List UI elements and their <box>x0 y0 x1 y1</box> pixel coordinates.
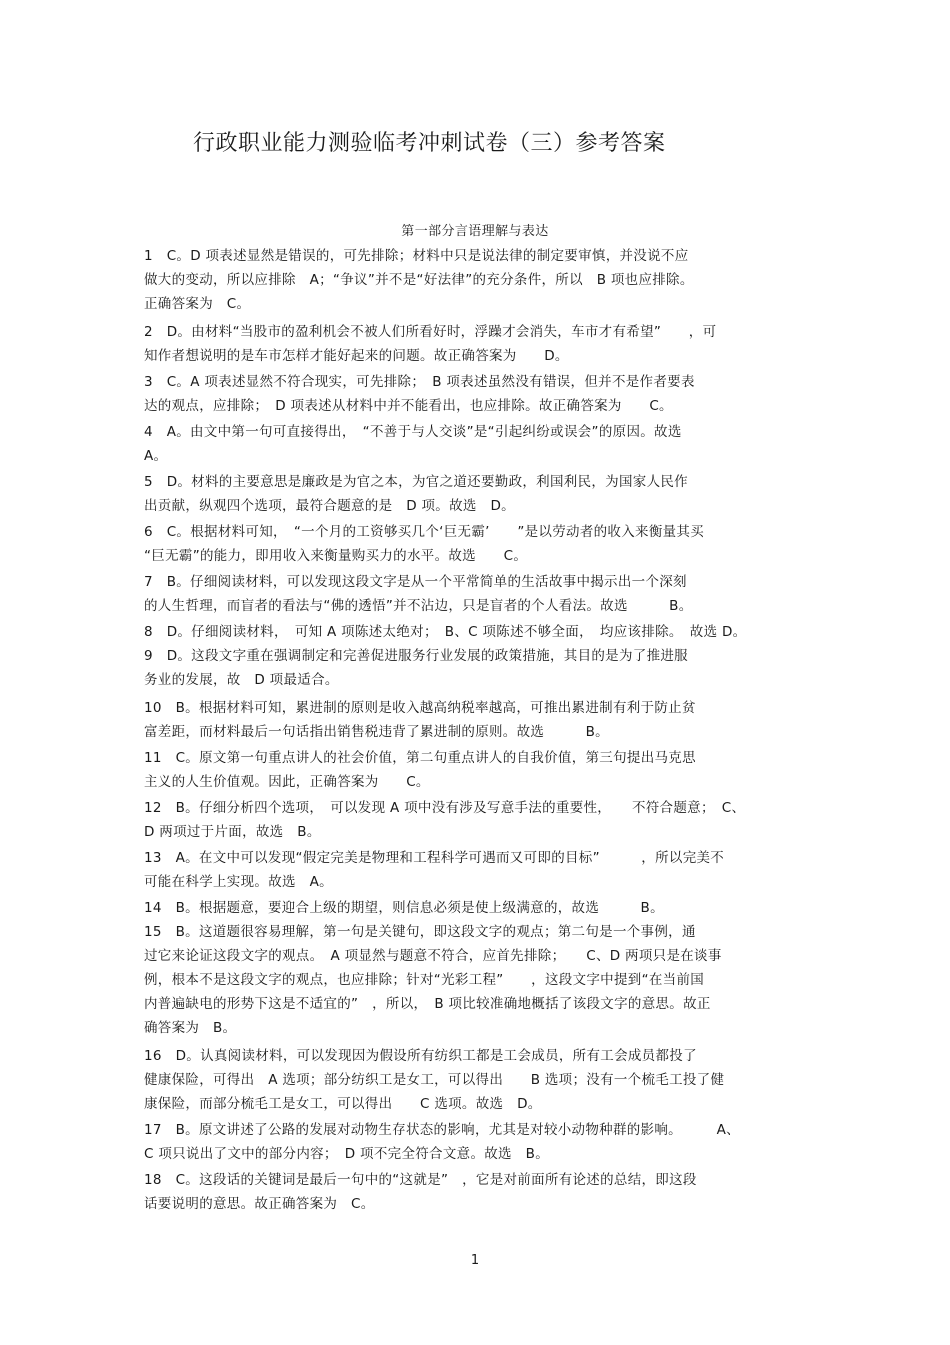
answer-line: 10 B。根据材料可知，累进制的原则是收入越高纳税率越高，可推出累进制有利于防止贫 <box>144 700 696 716</box>
answer-line: 8 D。仔细阅读材料， 可知 A 项陈述太绝对； B、C 项陈述不够全面， 均应该排除。 故选 D。 <box>144 624 747 640</box>
answer-line: 2 D。由材料“当股市的盈利机会不被人们所看好时，浮躁才会消失，车市才有希望” ，可 <box>144 324 717 340</box>
page-number: 1 <box>470 1253 480 1268</box>
answer-line: 出贡献，纵观四个选项，最符合题意的是 D 项。故选 D。 <box>144 498 515 514</box>
answer-line: 4 A。由文中第一句可直接得出， “不善于与人交谈”是“引起纠纷或误会”的原因。故选 <box>144 424 682 440</box>
answer-line: A。 <box>144 448 168 464</box>
answer-line: 可能在科学上实现。故选 A。 <box>144 874 333 890</box>
answer-line: 确答案为 B。 <box>144 1020 237 1036</box>
answer-line: 健康保险，可得出 A 选项；部分纺织工是女工，可以得出 B 选项；没有一个梳毛工投了健 <box>144 1072 725 1088</box>
answer-line: 的人生哲理，而盲者的看法与“佛的透悟”并不沾边，只是盲者的个人看法。故选 B。 <box>144 598 693 614</box>
answer-line: 康保险，而部分梳毛工是女工，可以得出 C 选项。故选 D。 <box>144 1096 542 1112</box>
document-title: 行政职业能力测验临考冲刺试卷（三）参考答案 <box>193 131 666 156</box>
answer-line: 话要说明的意思。故正确答案为 C。 <box>144 1196 375 1212</box>
answer-line: 12 B。仔细分析四个选项， 可以发现 A 项中没有涉及写意手法的重要性， 不符合题意； C、 <box>144 800 746 816</box>
answer-line: 知作者想说明的是车市怎样才能好起来的问题。故正确答案为 D。 <box>144 348 569 364</box>
answer-line: 14 B。根据题意，要迎合上级的期望，则信息必须是使上级满意的，故选 B。 <box>144 900 664 916</box>
answer-line: 6 C。根据材料可知， “一个月的工资够买几个‘巨无霸’ ”是以劳动者的收入来衡量其买 <box>144 524 705 540</box>
answer-line: 13 A。在文中可以发现“假定完美是物理和工程科学可遇而又可即的目标” ，所以完美不 <box>144 850 725 866</box>
answer-line: 18 C。这段话的关键词是最后一句中的“这就是” ，它是对前面所有论述的总结，即这段 <box>144 1172 697 1188</box>
answer-line: 11 C。原文第一句重点讲人的社会价值，第二句重点讲人的自我价值，第三句提出马克思 <box>144 750 696 766</box>
answer-line: 3 C。A 项表述显然不符合现实，可先排除； B 项表述虽然没有错误，但并不是作者要表 <box>144 374 695 390</box>
section-heading: 第一部分言语理解与表达 <box>401 224 549 239</box>
answer-line: 7 B。仔细阅读材料，可以发现这段文字是从一个平常简单的生活故事中揭示出一个深刻 <box>144 574 687 590</box>
answer-line: 正确答案为 C。 <box>144 296 251 312</box>
answer-line: D 两项过于片面，故选 B。 <box>144 824 321 840</box>
answer-line: 例，根本不是这段文字的观点，也应排除；针对“光彩工程” ，这段文字中提到“在当前国 <box>144 972 705 988</box>
answer-line: 5 D。材料的主要意思是廉政是为官之本，为官之道还要勤政，利国利民，为国家人民作 <box>144 474 688 490</box>
answer-line: 17 B。原文讲述了公路的发展对动物生存状态的影响，尤其是对较小动物种群的影响。 A、 <box>144 1122 740 1138</box>
answer-line: 9 D。这段文字重在强调制定和完善促进服务行业发展的政策措施，其目的是为了推进服 <box>144 648 688 664</box>
answer-line: 务业的发展，故 D 项最适合。 <box>144 672 339 688</box>
answer-line: 1 C。D 项表述显然是错误的，可先排除；材料中只是说法律的制定要审慎，并没说不应 <box>144 248 689 264</box>
answer-line: C 项只说出了文中的部分内容； D 项不完全符合文意。故选 B。 <box>144 1146 550 1162</box>
answer-line: 富差距，而材料最后一句话指出销售税违背了累进制的原则。故选 B。 <box>144 724 609 740</box>
answer-line: 16 D。认真阅读材料，可以发现因为假设所有纺织工都是工会成员，所有工会成员都投了 <box>144 1048 697 1064</box>
answer-line: 过它来论证这段文字的观点。 A 项显然与题意不符合，应首先排除； C、D 两项只是在谈事 <box>144 948 722 964</box>
answer-line: 达的观点，应排除； D 项表述从材料中并不能看出，也应排除。故正确答案为 C。 <box>144 398 673 414</box>
answer-line: 做大的变动，所以应排除 A；“争议”并不是“好法律”的充分条件，所以 B 项也应排除。 <box>144 272 694 288</box>
answer-line: 内普遍缺电的形势下这是不适宜的” ，所以， B 项比较准确地概括了该段文字的意思。故正 <box>144 996 711 1012</box>
answer-line: 15 B。这道题很容易理解，第一句是关键句，即这段文字的观点；第二句是一个事例，通 <box>144 924 696 940</box>
answer-line: 主义的人生价值观。因此，正确答案为 C。 <box>144 774 430 790</box>
answer-line: “巨无霸”的能力，即用收入来衡量购买力的水平。故选 C。 <box>144 548 528 564</box>
